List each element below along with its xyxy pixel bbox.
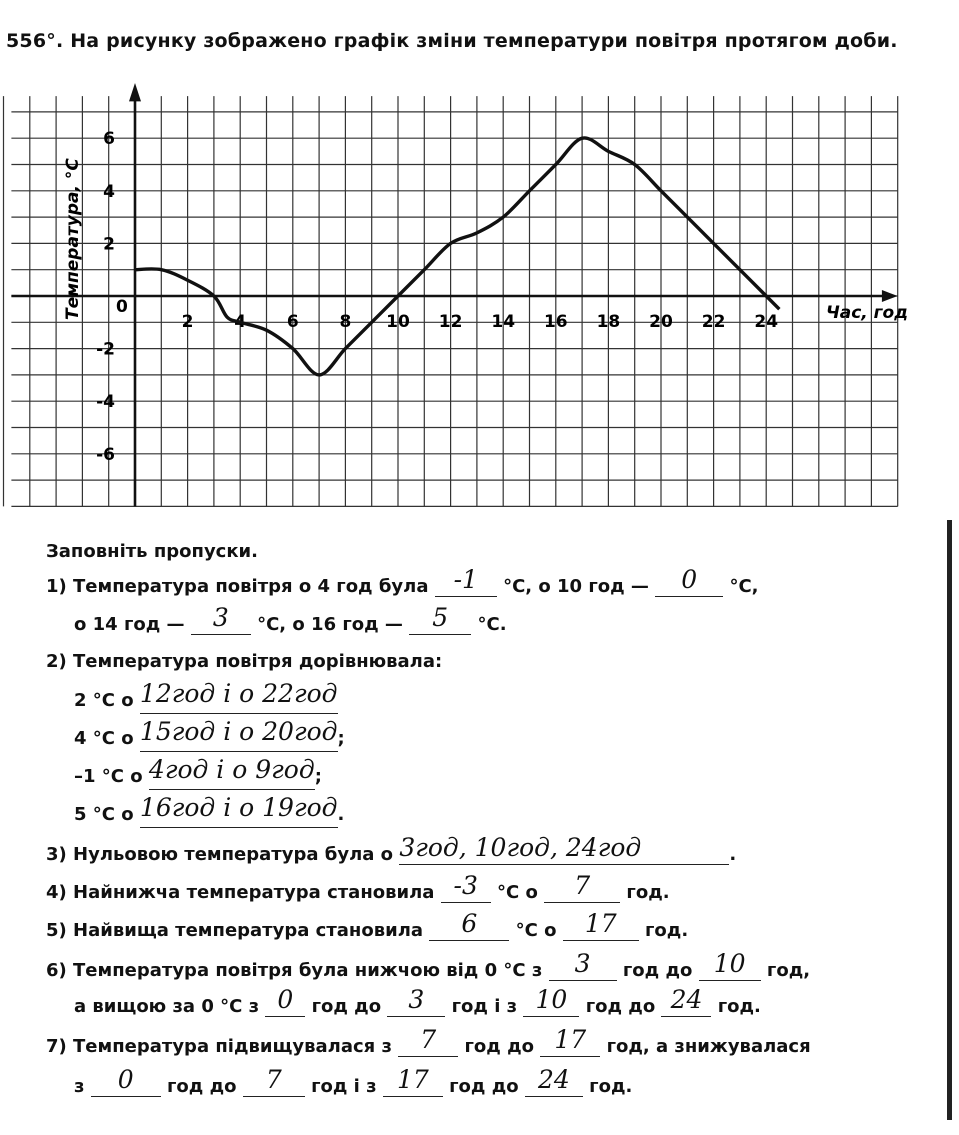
q7-text-3: год, а знижувалася — [606, 1036, 811, 1057]
q2-row-2 — [74, 717, 345, 752]
q2-row-2-end: ; — [337, 728, 345, 749]
q2-row-1-label: 2 °С о — [74, 690, 134, 711]
q5-text-3: год. — [645, 920, 689, 941]
q1-text-2: °С, о 10 год — — [503, 576, 649, 597]
q4-answer-2[interactable] — [544, 871, 620, 903]
q1-answer-2[interactable] — [655, 565, 723, 597]
q4-answer-1[interactable] — [441, 871, 491, 903]
q2-row-2-answer[interactable] — [139, 717, 338, 752]
q2-row-3-answer-text: 4год і о 9год — [148, 755, 315, 784]
q3-end: . — [729, 844, 737, 865]
q7-text-4: з — [74, 1076, 85, 1097]
q5-answer-1[interactable] — [429, 909, 509, 941]
q7-text-1: 7) Температура підвищувалася з — [46, 1036, 392, 1057]
q2-row-4-end: . — [337, 804, 345, 825]
q5-answer-2[interactable] — [563, 909, 639, 941]
question-7-line-2 — [74, 1065, 959, 1099]
q4-text-3: год. — [626, 882, 670, 903]
x-axis-arrow — [882, 290, 898, 302]
q5-text-1: 5) Найвища температура становила — [46, 920, 424, 941]
q6-answer-2[interactable] — [699, 949, 761, 981]
q6-answer-3-text: 0 — [277, 985, 294, 1014]
q7-text-2: год до — [464, 1036, 535, 1057]
q1-text-1: 1) Температура повітря о 4 год була — [46, 576, 429, 597]
x-tick-label: 6 — [286, 312, 299, 332]
q3-answer-text: 3год, 10год, 24год — [399, 833, 642, 862]
q1-answer-4-text: 5 — [432, 603, 449, 632]
x-tick-label: 8 — [339, 312, 352, 332]
origin-label: 0 — [116, 297, 128, 317]
q1-answer-4[interactable] — [409, 603, 471, 635]
q2-row-3-answer[interactable] — [148, 755, 315, 790]
q7-answer-5-text: 17 — [396, 1065, 429, 1094]
x-axis-label: Час, год — [826, 303, 908, 323]
q6-text-5: год до — [311, 996, 382, 1017]
q6-answer-5-text: 10 — [535, 985, 568, 1014]
q4-text-1: 4) Найнижча температура становила — [46, 882, 435, 903]
q2-row-1-answer-text: 12год і о 22год — [139, 679, 338, 708]
q2-row-4-answer-text: 16год і о 19год — [139, 793, 338, 822]
q7-answer-4[interactable] — [243, 1065, 305, 1097]
question-2-heading: 2) Температура повітря дорівнювала: — [46, 651, 443, 672]
question-4 — [46, 871, 936, 905]
q5-text-2: °С о — [515, 920, 557, 941]
y-tick-label: 6 — [103, 129, 115, 150]
q6-answer-1[interactable] — [549, 949, 617, 981]
y-tick-label: 2 — [103, 234, 115, 255]
q1-answer-2-text: 0 — [681, 565, 698, 594]
q6-answer-6[interactable] — [661, 985, 711, 1017]
y-tick-label: -2 — [96, 339, 115, 360]
x-tick-label: 16 — [543, 312, 568, 332]
temperature-series — [135, 138, 779, 375]
x-tick-label: 22 — [701, 312, 726, 332]
y-axis-arrow — [129, 83, 141, 101]
question-6-line-1 — [46, 949, 936, 983]
q6-answer-2-text: 10 — [713, 949, 746, 978]
q2-row-4-answer[interactable] — [139, 793, 338, 828]
q1-text-5: °С, о 16 год — — [257, 614, 403, 635]
q7-text-7: год до — [449, 1076, 519, 1097]
exercise-title: 556°. На рисунку зображено графік зміни температури повітря протягом доби. — [6, 30, 898, 52]
q7-answer-1-text: 7 — [420, 1025, 437, 1054]
q6-text-3: год, — [766, 960, 811, 981]
q7-answer-5[interactable] — [383, 1065, 443, 1097]
q6-text-4: а вищою за 0 °С з — [74, 996, 260, 1017]
q6-answer-4[interactable] — [387, 985, 445, 1017]
x-tick-label: 18 — [596, 312, 621, 332]
q2-row-2-answer-text: 15год і о 20год — [139, 717, 338, 746]
q7-text-8: год. — [589, 1076, 633, 1097]
q6-answer-4-text: 3 — [408, 985, 425, 1014]
q5-answer-2-text: 17 — [584, 909, 617, 938]
q1-text-3: °С, — [729, 576, 759, 597]
q3-text: 3) Нульовою температура була о — [46, 844, 394, 865]
x-tick-label: 12 — [438, 312, 463, 332]
x-tick-label: 14 — [491, 312, 516, 332]
q3-answer[interactable] — [399, 833, 729, 865]
q7-answer-6[interactable] — [525, 1065, 583, 1097]
q2-row-3-end: ; — [314, 766, 322, 787]
q1-text-6: °С. — [477, 614, 507, 635]
temperature-line — [135, 138, 779, 375]
x-tick-label: 24 — [754, 312, 779, 332]
y-tick-label: 4 — [103, 181, 115, 202]
question-3 — [46, 833, 936, 867]
q1-answer-1-text: -1 — [453, 565, 478, 594]
x-tick-label: 10 — [386, 312, 410, 332]
chart-svg — [0, 0, 959, 520]
question-6-line-2 — [74, 985, 959, 1019]
chart-grid — [4, 96, 898, 506]
q4-text-2: °С о — [497, 882, 538, 903]
question-5 — [46, 909, 936, 943]
y-axis-label: Температура, °С — [63, 158, 83, 320]
q1-answer-3-text: 3 — [212, 603, 229, 632]
q7-answer-4-text: 7 — [265, 1065, 282, 1094]
q7-answer-2-text: 17 — [554, 1025, 587, 1054]
question-1-line-1 — [46, 565, 936, 599]
q6-text-6: год і з — [451, 996, 518, 1017]
q1-text-4: о 14 год — — [74, 614, 185, 635]
y-tick-label: -4 — [96, 392, 115, 413]
question-7-line-1 — [46, 1025, 936, 1059]
q7-text-6: год і з — [311, 1076, 377, 1097]
x-tick-label: 2 — [181, 312, 194, 332]
q4-answer-2-text: 7 — [574, 871, 591, 900]
q2-row-4 — [74, 793, 345, 828]
temperature-chart — [0, 0, 959, 520]
q6-answer-1-text: 3 — [574, 949, 591, 978]
x-tick-label: 4 — [234, 312, 247, 332]
q6-answer-6-text: 24 — [670, 985, 703, 1014]
q6-answer-5[interactable] — [523, 985, 579, 1017]
q2-row-3-label: –1 °С о — [74, 766, 143, 787]
q7-answer-1[interactable] — [398, 1025, 458, 1057]
q1-answer-1[interactable] — [435, 565, 497, 597]
q6-answer-3[interactable] — [265, 985, 305, 1017]
q1-answer-3[interactable] — [191, 603, 251, 635]
q7-answer-3[interactable] — [91, 1065, 161, 1097]
q2-row-1 — [74, 679, 338, 714]
q2-row-4-label: 5 °С о — [74, 804, 134, 825]
question-1-line-2 — [74, 603, 959, 637]
q6-text-8: год. — [717, 996, 761, 1017]
y-tick-label: -6 — [96, 444, 115, 465]
q7-answer-2[interactable] — [540, 1025, 600, 1057]
q6-text-1: 6) Температура повітря була нижчою від 0 °С з — [46, 960, 543, 981]
q5-answer-1-text: 6 — [461, 909, 478, 938]
q2-row-2-label: 4 °С о — [74, 728, 134, 749]
x-tick-label: 20 — [649, 312, 673, 332]
q6-text-7: год до — [585, 996, 656, 1017]
q7-answer-6-text: 24 — [537, 1065, 570, 1094]
q7-answer-3-text: 0 — [117, 1065, 134, 1094]
q2-row-3 — [74, 755, 322, 790]
q2-row-1-answer[interactable] — [139, 679, 338, 714]
q6-text-2: год до — [622, 960, 693, 981]
q7-text-5: год до — [167, 1076, 237, 1097]
section-heading: Заповніть пропуски. — [46, 541, 259, 562]
q4-answer-1-text: -3 — [453, 871, 478, 900]
